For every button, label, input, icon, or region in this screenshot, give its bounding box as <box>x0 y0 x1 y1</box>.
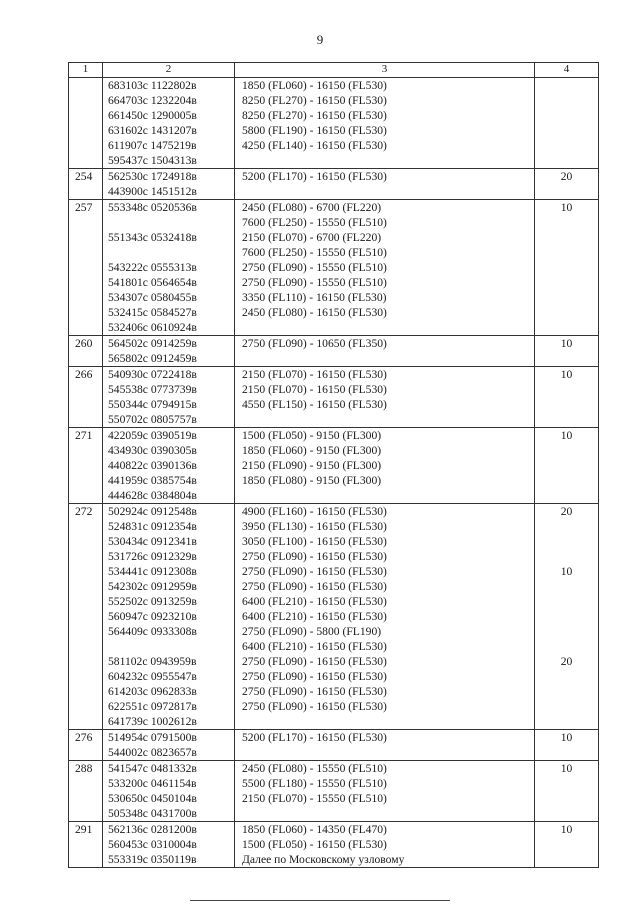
value-line <box>535 78 598 93</box>
flight-levels-cell <box>235 367 535 428</box>
flight-level-line: 2750 (FL090) - 16150 (FL530) <box>242 670 387 683</box>
table-row <box>69 336 599 367</box>
flight-level-line: 3050 (FL100) - 16150 (FL530) <box>242 535 387 548</box>
coordinate-line: 514954с 0791500в <box>108 731 197 744</box>
value-line <box>535 699 598 714</box>
coordinate-line: 622551с 0972817в <box>108 700 197 713</box>
coordinate-line: 541547с 0481332в <box>108 762 197 775</box>
flight-levels-cell <box>235 336 535 367</box>
value-cell <box>535 504 599 730</box>
value-line <box>535 684 598 699</box>
coordinate-line: 595437с 1504313в <box>108 154 197 167</box>
coordinate-line: 422059с 0390519в <box>108 429 197 442</box>
table-row <box>69 169 599 200</box>
value-line: 10 <box>560 201 573 214</box>
flight-level-line: 2450 (FL080) - 15550 (FL510) <box>242 762 387 775</box>
coordinates-cell <box>103 761 235 822</box>
coordinate-line <box>103 245 234 260</box>
value-line: 10 <box>560 565 573 578</box>
flight-level-line: 6400 (FL210) - 16150 (FL530) <box>242 610 387 623</box>
value-line <box>535 93 598 108</box>
flight-level-line: 1850 (FL060) - 16150 (FL530) <box>242 79 387 92</box>
flight-level-line: 5200 (FL170) - 16150 (FL530) <box>242 731 387 744</box>
route-number-cell <box>69 428 103 504</box>
value-line <box>535 519 598 534</box>
value-line <box>535 669 598 684</box>
flight-levels-cell <box>235 428 535 504</box>
route-number: 254 <box>75 170 93 183</box>
flight-levels-cell <box>235 730 535 761</box>
coordinate-line: 524831с 0912354в <box>108 520 197 533</box>
coordinate-line: 564502с 0914259в <box>108 337 197 350</box>
coordinate-line: 543222с 0555313в <box>108 261 197 274</box>
coordinates-cell <box>103 730 235 761</box>
flight-levels-cell <box>235 822 535 868</box>
flight-level-line <box>235 351 534 366</box>
table-row <box>69 428 599 504</box>
value-line: 20 <box>560 170 573 183</box>
coordinate-line: 531726с 0912329в <box>108 550 197 563</box>
flight-level-line: 4900 (FL160) - 16150 (FL530) <box>242 505 387 518</box>
flight-level-line: 2150 (FL070) - 6700 (FL220) <box>242 231 382 244</box>
value-line <box>535 594 598 609</box>
coordinate-line: 533200с 0461154в <box>108 777 197 790</box>
table-row <box>69 367 599 428</box>
flight-level-line <box>235 745 534 760</box>
flight-level-line: 2750 (FL090) - 5800 (FL190) <box>242 625 382 638</box>
coordinate-line: 534307с 0580455в <box>108 291 197 304</box>
flight-level-line: 1850 (FL080) - 9150 (FL300) <box>242 474 382 487</box>
coordinate-line: 552502с 0913259в <box>108 595 197 608</box>
value-line: 10 <box>560 731 573 744</box>
coordinate-line: 581102с 0943959в <box>108 655 197 668</box>
flight-level-line <box>235 184 534 199</box>
value-line <box>535 609 598 624</box>
coordinate-line: 664703с 1232204в <box>108 94 197 107</box>
flight-level-line: 2450 (FL080) - 16150 (FL530) <box>242 306 387 319</box>
route-number-cell <box>69 200 103 336</box>
flight-level-line: Далее по Московскому узловому <box>242 853 405 866</box>
coordinate-line: 614203с 0962833в <box>108 685 197 698</box>
value-line <box>535 534 598 549</box>
coordinate-line: 544002с 0823657в <box>108 746 197 759</box>
route-number: 272 <box>75 505 93 518</box>
value-cell <box>535 336 599 367</box>
coordinate-line: 661450с 1290005в <box>108 109 197 122</box>
coordinate-line: 545538с 0773739в <box>108 383 197 396</box>
coordinate-line: 440822с 0390136в <box>108 459 197 472</box>
value-line <box>535 458 598 473</box>
value-line <box>535 579 598 594</box>
flight-levels-cell <box>235 504 535 730</box>
value-line: 10 <box>560 429 573 442</box>
coordinate-line: 683103с 1122802в <box>108 79 197 92</box>
route-number: 271 <box>75 429 93 442</box>
coordinates-cell <box>103 504 235 730</box>
value-line <box>535 412 598 427</box>
value-cell <box>535 761 599 822</box>
coordinates-cell <box>103 169 235 200</box>
value-line <box>535 382 598 397</box>
flight-level-line: 2450 (FL080) - 6700 (FL220) <box>242 201 382 214</box>
coordinate-line: 550702с 0805757в <box>108 413 197 426</box>
table-body <box>69 78 599 868</box>
flight-level-line: 8250 (FL270) - 16150 (FL530) <box>242 94 387 107</box>
flight-level-line: 6400 (FL210) - 16150 (FL530) <box>242 640 387 653</box>
flight-level-line: 2150 (FL090) - 9150 (FL300) <box>242 459 382 472</box>
value-line <box>535 215 598 230</box>
value-line <box>535 397 598 412</box>
coordinate-line: 540930с 0722418в <box>108 368 197 381</box>
coordinate-line <box>103 215 234 230</box>
value-cell <box>535 200 599 336</box>
route-number: 288 <box>75 762 93 775</box>
flight-level-line: 2750 (FL090) - 15550 (FL510) <box>242 261 387 274</box>
flight-levels-cell <box>235 169 535 200</box>
value-line: 10 <box>560 368 573 381</box>
value-line: 10 <box>560 762 573 775</box>
coordinate-line: 542302с 0912959в <box>108 580 197 593</box>
flight-level-line: 3950 (FL130) - 16150 (FL530) <box>242 520 387 533</box>
table-row <box>69 200 599 336</box>
table-header <box>69 63 599 78</box>
coordinate-line: 444628с 0384804в <box>108 489 197 502</box>
coordinates-cell <box>103 822 235 868</box>
coordinate-line: 441959с 0385754в <box>108 474 197 487</box>
flight-level-line: 2750 (FL090) - 16150 (FL530) <box>242 685 387 698</box>
flight-level-line: 6400 (FL210) - 16150 (FL530) <box>242 595 387 608</box>
value-line <box>535 290 598 305</box>
header-col-3: 3 <box>235 63 535 78</box>
route-number: 260 <box>75 337 93 350</box>
flight-level-line: 4250 (FL140) - 16150 (FL530) <box>242 139 387 152</box>
value-line <box>535 488 598 503</box>
table-row <box>69 822 599 868</box>
coordinate-line: 532406с 0610924в <box>108 321 197 334</box>
route-number-cell <box>69 822 103 868</box>
value-line <box>535 351 598 366</box>
flight-level-line: 8250 (FL270) - 16150 (FL530) <box>242 109 387 122</box>
coordinate-line: 502924с 0912548в <box>108 505 197 518</box>
value-cell <box>535 367 599 428</box>
value-cell <box>535 78 599 169</box>
value-line <box>535 443 598 458</box>
header-col-4: 4 <box>535 63 599 78</box>
table-row <box>69 78 599 169</box>
flight-level-line: 2750 (FL090) - 16150 (FL530) <box>242 580 387 593</box>
value-line <box>535 745 598 760</box>
flight-levels-cell <box>235 200 535 336</box>
flight-level-line: 1500 (FL050) - 9150 (FL300) <box>242 429 382 442</box>
coordinate-line: 565802с 0912459в <box>108 352 197 365</box>
coordinate-line: 553319с 0350119в <box>108 853 197 866</box>
coordinates-cell <box>103 336 235 367</box>
value-line <box>535 138 598 153</box>
value-line <box>535 473 598 488</box>
coordinates-cell <box>103 200 235 336</box>
value-line <box>535 714 598 729</box>
value-line <box>535 852 598 867</box>
coordinate-line: 530434с 0912341в <box>108 535 197 548</box>
flight-level-line: 5800 (FL190) - 16150 (FL530) <box>242 124 387 137</box>
value-line <box>535 320 598 335</box>
bottom-rule <box>190 900 450 901</box>
flight-level-line: 2750 (FL090) - 15550 (FL510) <box>242 276 387 289</box>
route-number-cell <box>69 78 103 169</box>
page-number: 9 <box>316 32 324 47</box>
flight-level-line: 2150 (FL070) - 16150 (FL530) <box>242 383 387 396</box>
flight-levels-cell <box>235 78 535 169</box>
flight-level-line: 1500 (FL050) - 16150 (FL530) <box>242 838 387 851</box>
flight-level-line: 2150 (FL070) - 15550 (FL510) <box>242 792 387 805</box>
route-number-cell <box>69 761 103 822</box>
value-line <box>535 624 598 639</box>
coordinates-cell <box>103 78 235 169</box>
route-number-cell <box>69 367 103 428</box>
flight-level-line: 2750 (FL090) - 16150 (FL530) <box>242 700 387 713</box>
route-number: 276 <box>75 731 93 744</box>
coordinate-line: 434930с 0390305в <box>108 444 197 457</box>
flight-level-line: 2750 (FL090) - 16150 (FL530) <box>242 565 387 578</box>
value-line <box>535 123 598 138</box>
coordinate-line: 550344с 0794915в <box>108 398 197 411</box>
flight-level-line: 5500 (FL180) - 15550 (FL510) <box>242 777 387 790</box>
route-number-cell <box>69 504 103 730</box>
coordinate-line: 505348с 0431700в <box>108 807 197 820</box>
value-line <box>535 837 598 852</box>
coordinate-line: 541801с 0564654в <box>108 276 197 289</box>
value-line <box>535 549 598 564</box>
coordinates-cell <box>103 367 235 428</box>
value-line: 20 <box>560 655 573 668</box>
flight-level-line: 7600 (FL250) - 15550 (FL510) <box>242 216 387 229</box>
table-row <box>69 761 599 822</box>
flight-levels-cell <box>235 761 535 822</box>
value-line <box>535 245 598 260</box>
flight-level-line: 7600 (FL250) - 15550 (FL510) <box>242 246 387 259</box>
flight-level-line: 2750 (FL090) - 16150 (FL530) <box>242 655 387 668</box>
flight-level-line: 2750 (FL090) - 10650 (FL350) <box>242 337 387 350</box>
coordinate-line: 562136с 0281200в <box>108 823 197 836</box>
value-line <box>535 230 598 245</box>
route-number-cell <box>69 336 103 367</box>
value-cell <box>535 169 599 200</box>
flight-level-line: 1850 (FL060) - 9150 (FL300) <box>242 444 382 457</box>
flight-level-line: 3350 (FL110) - 16150 (FL530) <box>242 291 387 304</box>
flight-level-line <box>235 806 534 821</box>
value-cell <box>535 730 599 761</box>
coordinate-line: 631602с 1431207в <box>108 124 197 137</box>
flight-level-line: 2150 (FL070) - 16150 (FL530) <box>242 368 387 381</box>
coordinate-line: 560453с 0310004в <box>108 838 197 851</box>
coordinate-line: 551343с 0532418в <box>108 231 197 244</box>
coordinate-line: 443900с 1451512в <box>108 185 197 198</box>
route-number-cell <box>69 169 103 200</box>
flight-level-line: 1850 (FL060) - 14350 (FL470) <box>242 823 387 836</box>
airspace-table <box>68 62 599 868</box>
value-line <box>535 305 598 320</box>
coordinate-line: 553348с 0520536в <box>108 201 197 214</box>
table-row <box>69 504 599 730</box>
header-col-2: 2 <box>103 63 235 78</box>
value-line <box>535 776 598 791</box>
value-line: 20 <box>560 505 573 518</box>
value-line <box>535 275 598 290</box>
route-number-cell <box>69 730 103 761</box>
value-line <box>535 108 598 123</box>
value-line <box>535 260 598 275</box>
coordinate-line: 564409с 0933308в <box>108 625 197 638</box>
coordinate-line: 641739с 1002612в <box>108 715 197 728</box>
flight-level-line: 2750 (FL090) - 16150 (FL530) <box>242 550 387 563</box>
value-line <box>535 153 598 168</box>
flight-level-line <box>235 153 534 168</box>
coordinate-line: 604232с 0955547в <box>108 670 197 683</box>
flight-level-line <box>235 412 534 427</box>
route-number: 257 <box>75 201 93 214</box>
flight-level-line <box>235 488 534 503</box>
route-number: 266 <box>75 368 93 381</box>
route-number: 291 <box>75 823 93 836</box>
flight-level-line: 4550 (FL150) - 16150 (FL530) <box>242 398 387 411</box>
header-col-1: 1 <box>69 63 103 78</box>
value-line: 10 <box>560 823 573 836</box>
value-cell <box>535 822 599 868</box>
coordinate-line: 611907с 1475219в <box>108 139 197 152</box>
coordinate-line: 562530с 1724918в <box>108 170 197 183</box>
value-line: 10 <box>560 337 573 350</box>
value-line <box>535 791 598 806</box>
value-cell <box>535 428 599 504</box>
flight-level-line: 5200 (FL170) - 16150 (FL530) <box>242 170 387 183</box>
coordinates-cell <box>103 428 235 504</box>
route-number <box>69 78 102 93</box>
coordinate-line: 532415с 0584527в <box>108 306 197 319</box>
table-row <box>69 730 599 761</box>
value-line <box>535 184 598 199</box>
coordinate-line: 560947с 0923210в <box>108 610 197 623</box>
flight-level-line <box>235 320 534 335</box>
coordinate-line: 534441с 0912308в <box>108 565 197 578</box>
value-line <box>535 806 598 821</box>
coordinate-line <box>103 639 234 654</box>
value-line <box>535 639 598 654</box>
flight-level-line <box>235 714 534 729</box>
coordinate-line: 530650с 0450104в <box>108 792 197 805</box>
